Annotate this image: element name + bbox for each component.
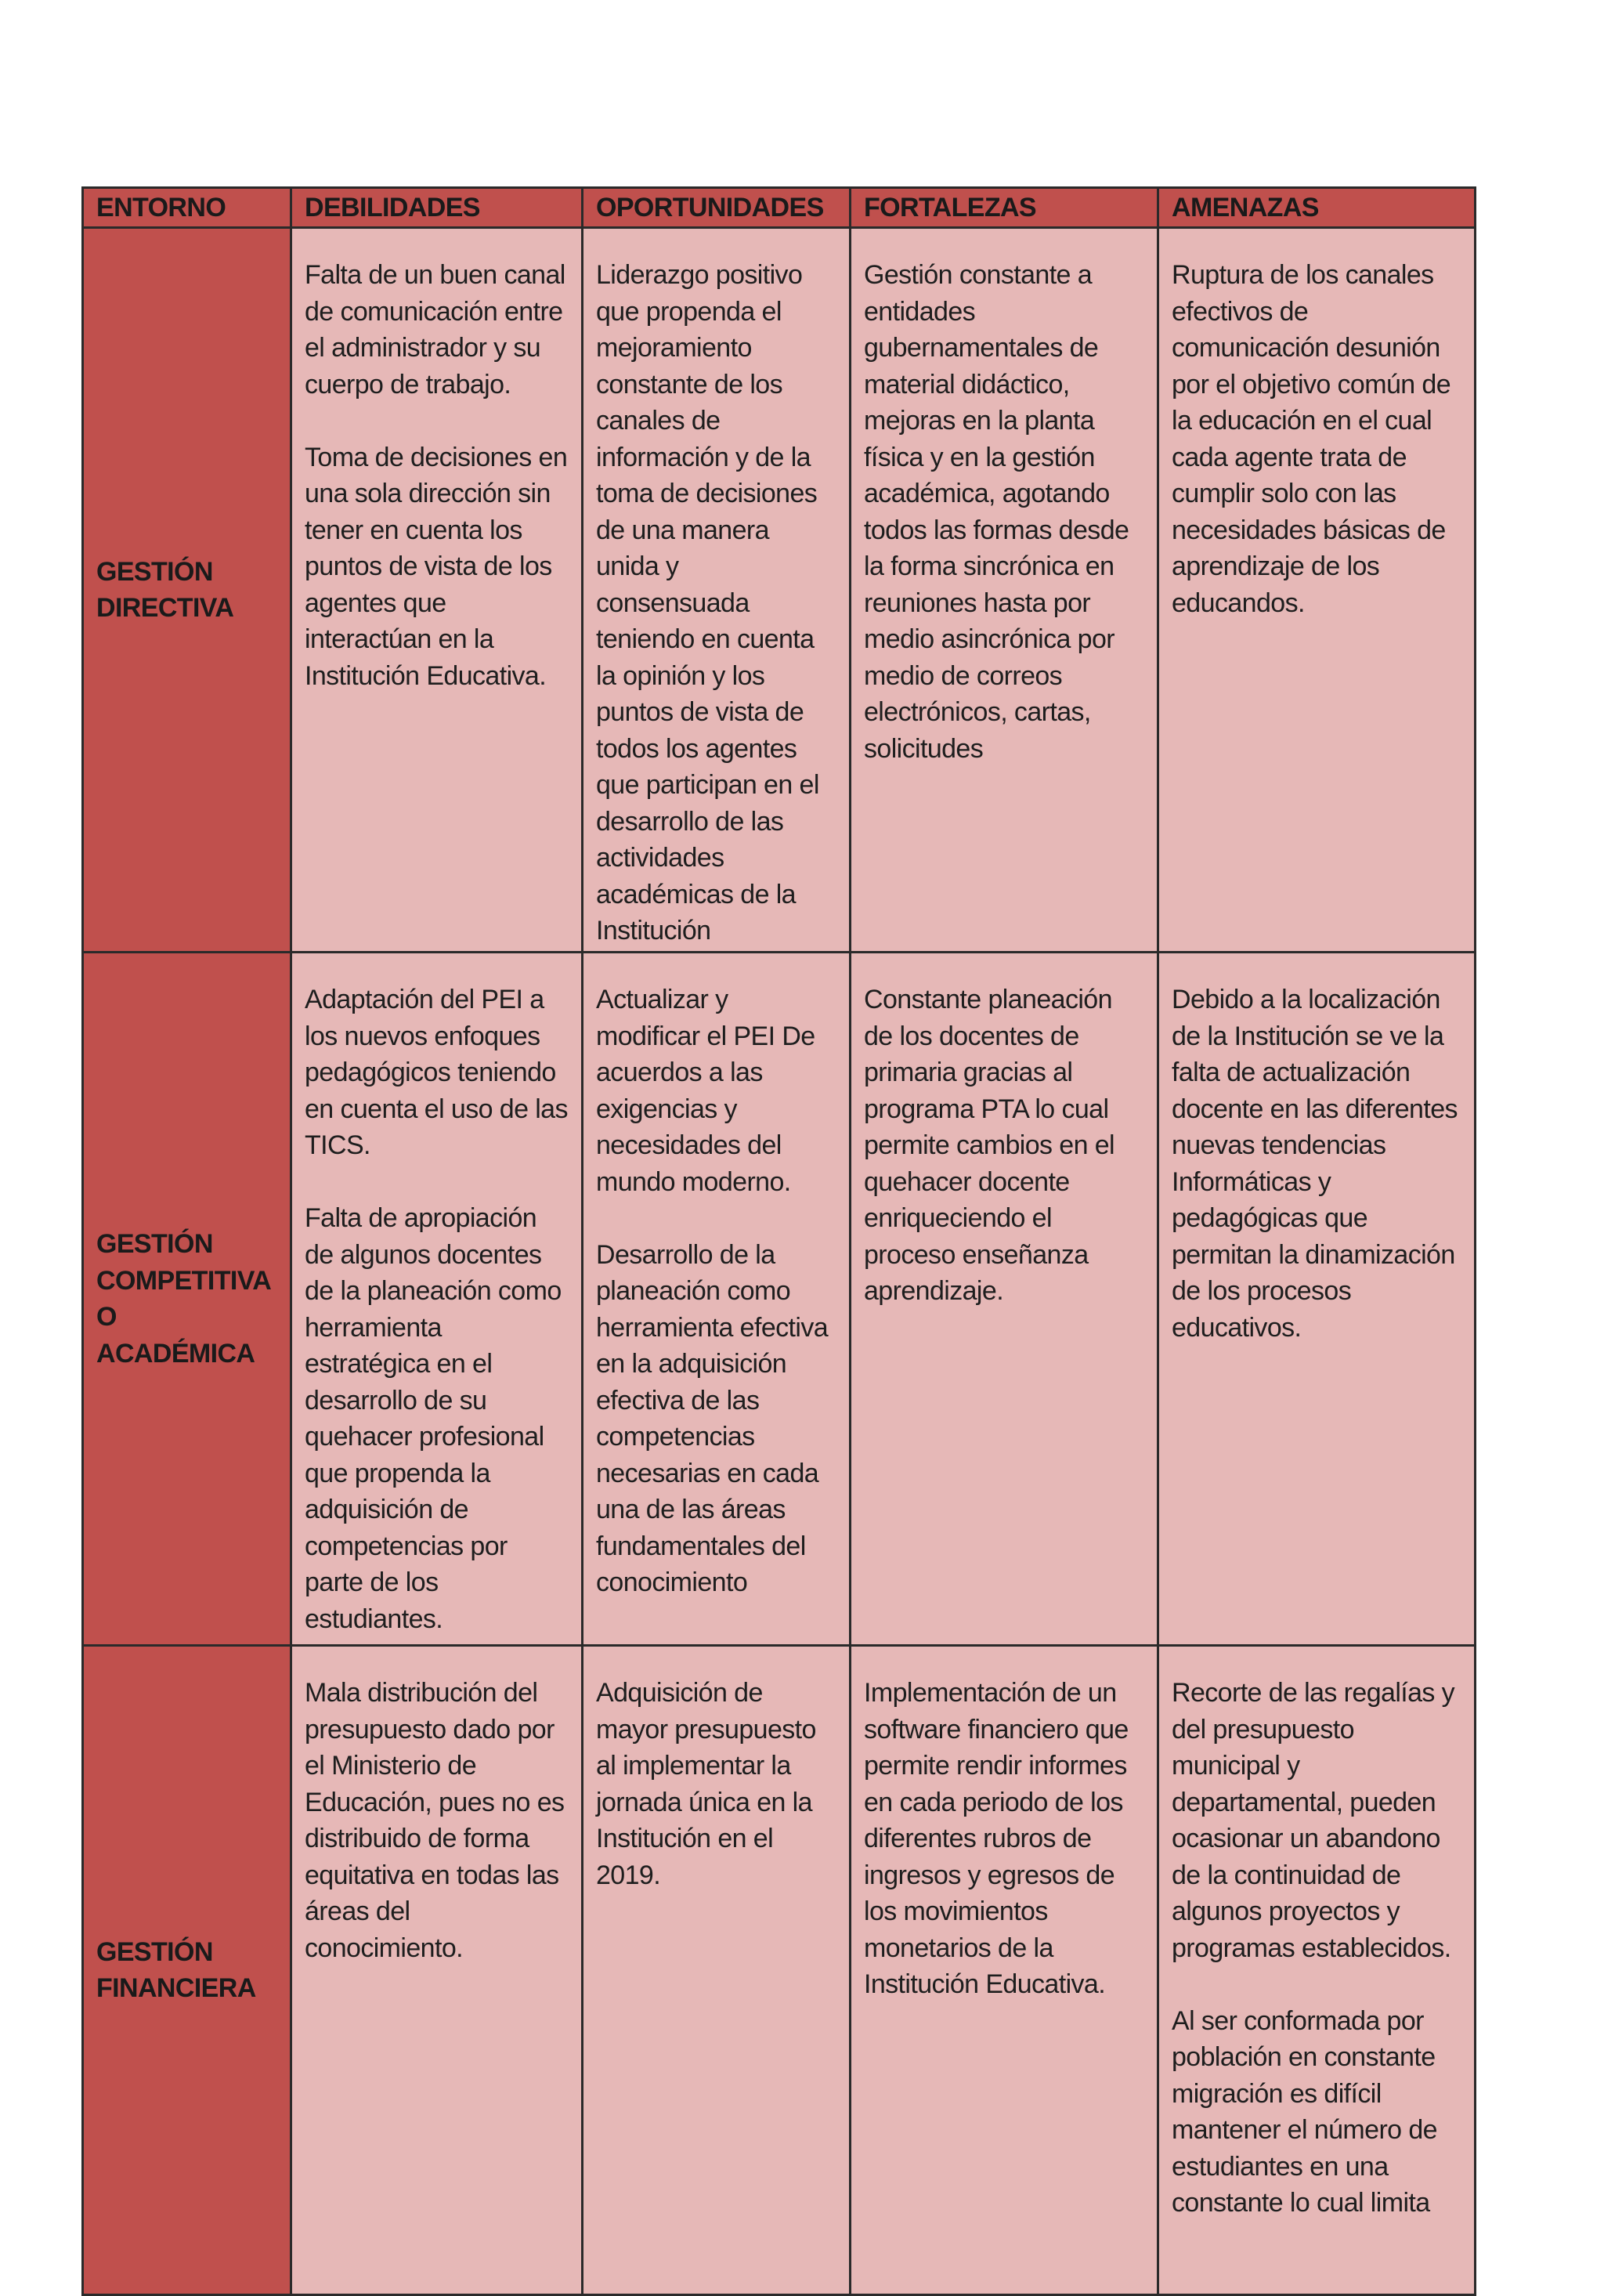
cell-paragraph: Recorte de las regalías y del presupuesto municipal y departamental, pueden ocasionar un abandono de la continuidad de algunos proyectos y programas establecidos.	[1172, 1678, 1455, 1963]
header-row	[83, 188, 1476, 228]
cell-fortalezas	[851, 228, 1158, 953]
row-label-gestion-financiera: GESTIÓN FINANCIERA	[83, 1646, 291, 2295]
table-row	[83, 1646, 1476, 2295]
cell-amenazas	[1158, 953, 1476, 1646]
row-label-gestion-directiva: GESTIÓN DIRECTIVA	[83, 228, 291, 953]
cell-paragraph: Adaptación del PEI a los nuevos enfoques pedagógicos teniendo en cuenta el uso de las TICS.	[305, 985, 568, 1160]
swot-table	[81, 186, 1476, 2296]
cell-paragraph: Toma de decisiones en una sola dirección sin tener en cuenta los puntos de vista de los agentes que interactúan en la Institución Educativa.	[305, 442, 568, 691]
cell-paragraph: Gestión constante a entidades gubernamentales de material didáctico, mejoras en la planta física y en la gestión académica, agotando todos las formas desde la forma sincrónica en reuniones hasta por medio asincrónica por medio de correos electrónicos, cartas, solicitudes	[864, 260, 1129, 764]
header-debilidades: DEBILIDADES	[291, 188, 583, 228]
cell-debilidades	[291, 228, 583, 953]
row-label-gestion-academica: GESTIÓN COMPETITIVA O ACADÉMICA	[83, 953, 291, 1646]
cell-oportunidades	[583, 1646, 851, 2295]
cell-oportunidades	[583, 228, 851, 953]
cell-fortalezas	[851, 1646, 1158, 2295]
cell-paragraph: Adquisición de mayor presupuesto al implementar la jornada única en la Institución en el 2019.	[596, 1678, 816, 1890]
cell-fortalezas	[851, 953, 1158, 1646]
cell-paragraph: Desarrollo de la planeación como herramienta efectiva en la adquisición efectiva de las competencias necesarias en cada una de las áreas fundamentales del conocimiento	[596, 1239, 829, 1597]
header-amenazas: AMENAZAS	[1158, 188, 1476, 228]
cell-amenazas	[1158, 1646, 1476, 2295]
cell-paragraph: Constante planeación de los docentes de primaria gracias al programa PTA lo cual permite cambios en el quehacer docente enriqueciendo el proceso enseñanza aprendizaje.	[864, 985, 1114, 1306]
cell-paragraph: Falta de un buen canal de comunicación entre el administrador y su cuerpo de trabajo.	[305, 260, 565, 400]
cell-paragraph: Actualizar y modificar el PEI De acuerdos a las exigencias y necesidades del mundo moderno.	[596, 985, 815, 1197]
table-row	[83, 228, 1476, 953]
header-entorno: ENTORNO	[83, 188, 291, 228]
header-fortalezas: FORTALEZAS	[851, 188, 1158, 228]
cell-paragraph: Falta de apropiación de algunos docentes de la planeación como herramienta estratégica en el desarrollo de su quehacer profesional que propenda la adquisición de competencias por parte de los estudiantes.	[305, 1203, 562, 1634]
cell-paragraph: Al ser conformada por población en constante migración es difícil mantener el número de estudiantes en una constante lo cual limita	[1172, 2005, 1437, 2218]
cell-debilidades	[291, 953, 583, 1646]
cell-oportunidades	[583, 953, 851, 1646]
cell-amenazas	[1158, 228, 1476, 953]
header-oportunidades: OPORTUNIDADES	[583, 188, 851, 228]
cell-paragraph: Debido a la localización de la Institución se ve la falta de actualización docente en las diferentes nuevas tendencias Informáticas y pedagógicas que permitan la dinamización de los procesos educativos.	[1172, 985, 1458, 1343]
cell-paragraph: Mala distribución del presupuesto dado por el Ministerio de Educación, pues no es distribuido de forma equitativa en todas las áreas del conocimiento.	[305, 1678, 565, 1963]
cell-paragraph: Liderazgo positivo que propenda el mejoramiento constante de los canales de información y de la toma de decisiones de una manera unida y consensuada teniendo en cuenta la opinión y los puntos de vista de todos los agentes que participan en el desarrollo de las actividades académicas de la Institución	[596, 260, 819, 946]
table-row	[83, 953, 1476, 1646]
cell-paragraph: Ruptura de los canales efectivos de comunicación desunión por el objetivo común de la educación en el cual cada agente trata de cumplir solo con las necesidades básicas de aprendizaje de los educandos.	[1172, 260, 1451, 618]
cell-debilidades	[291, 1646, 583, 2295]
cell-paragraph: Implementación de un software financiero que permite rendir informes en cada periodo de los diferentes rubros de ingresos y egresos de los movimientos monetarios de la Institución Educativa.	[864, 1678, 1129, 1999]
